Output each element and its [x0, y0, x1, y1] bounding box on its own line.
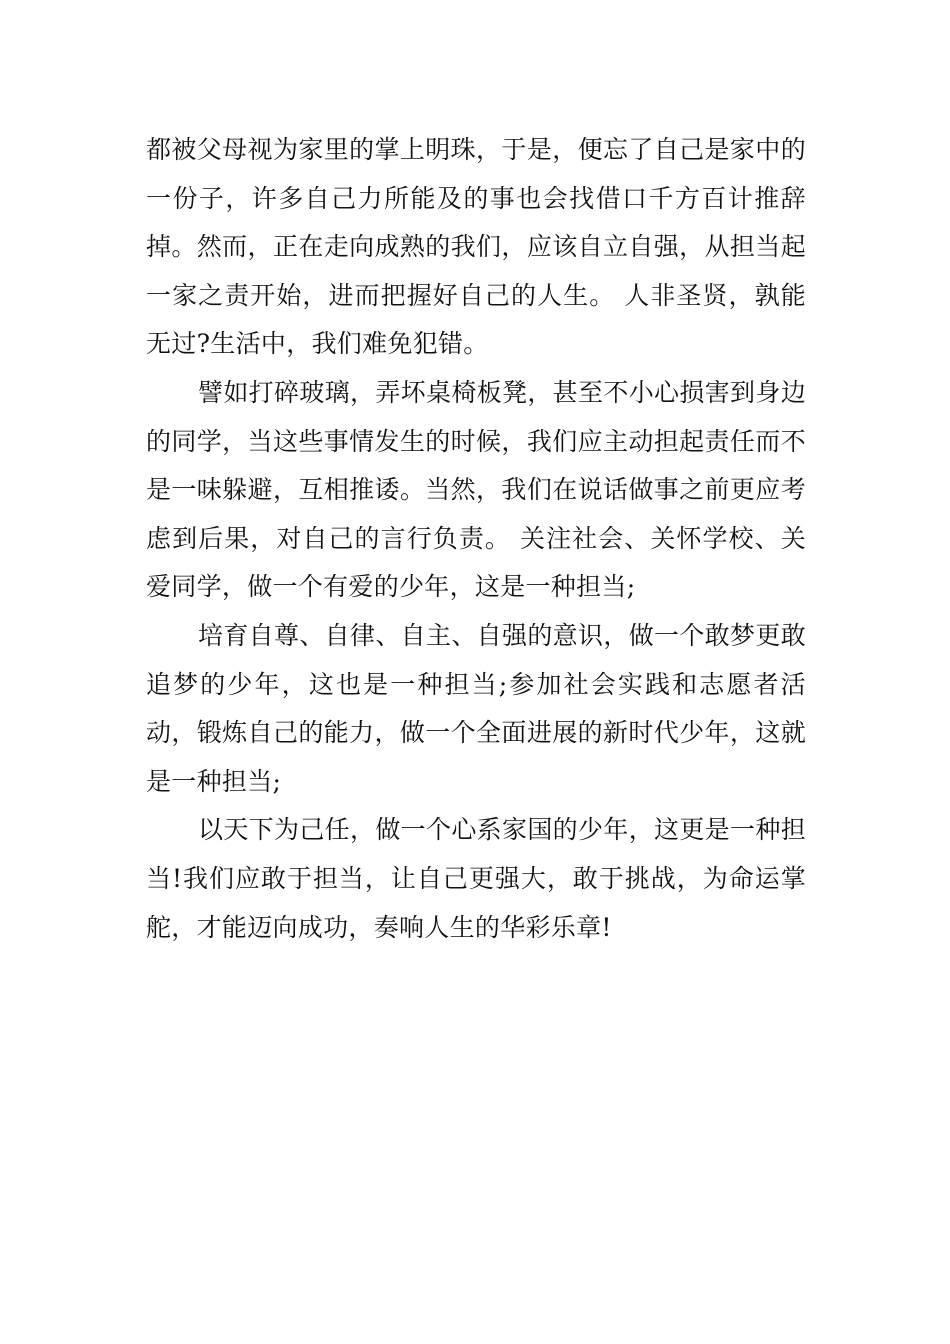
paragraph-2: 譬如打碎玻璃，弄坏桌椅板凳，甚至不小心损害到身边的同学，当这些事情发生的时候，我们应主动担起责任而不是一味躲避，互相推诿。当然，我们在说话做事之前更应考虑到后果，对自己的言行负责。 关注社会、关怀学校、关爱同学，做一个有爱的少年，这是一种担当;	[146, 377, 806, 602]
paragraph-1: 都被父母视为家里的掌上明珠，于是，便忘了自己是家中的一份子，许多自己力所能及的事也会找借口千方百计推辞掉。然而，正在走向成熟的我们，应该自立自强，从担当起一家之责开始，进而把握好自己的人生。 人非圣贤，孰能无过?生活中，我们难免犯错。	[146, 135, 806, 359]
paragraph-3: 培育自尊、自律、自主、自强的意识，做一个敢梦更敢追梦的少年，这也是一种担当;参加社会实践和志愿者活动，锻炼自己的能力，做一个全面进展的新时代少年，这就是一种担当;	[146, 620, 806, 796]
document-body	[146, 126, 806, 952]
paragraph-4: 以天下为己任，做一个心系家国的少年，这更是一种担当!我们应敢于担当，让自己更强大，敢于挑战，为命运掌舵，才能迈向成功，奏响人生的华彩乐章!	[146, 815, 806, 942]
